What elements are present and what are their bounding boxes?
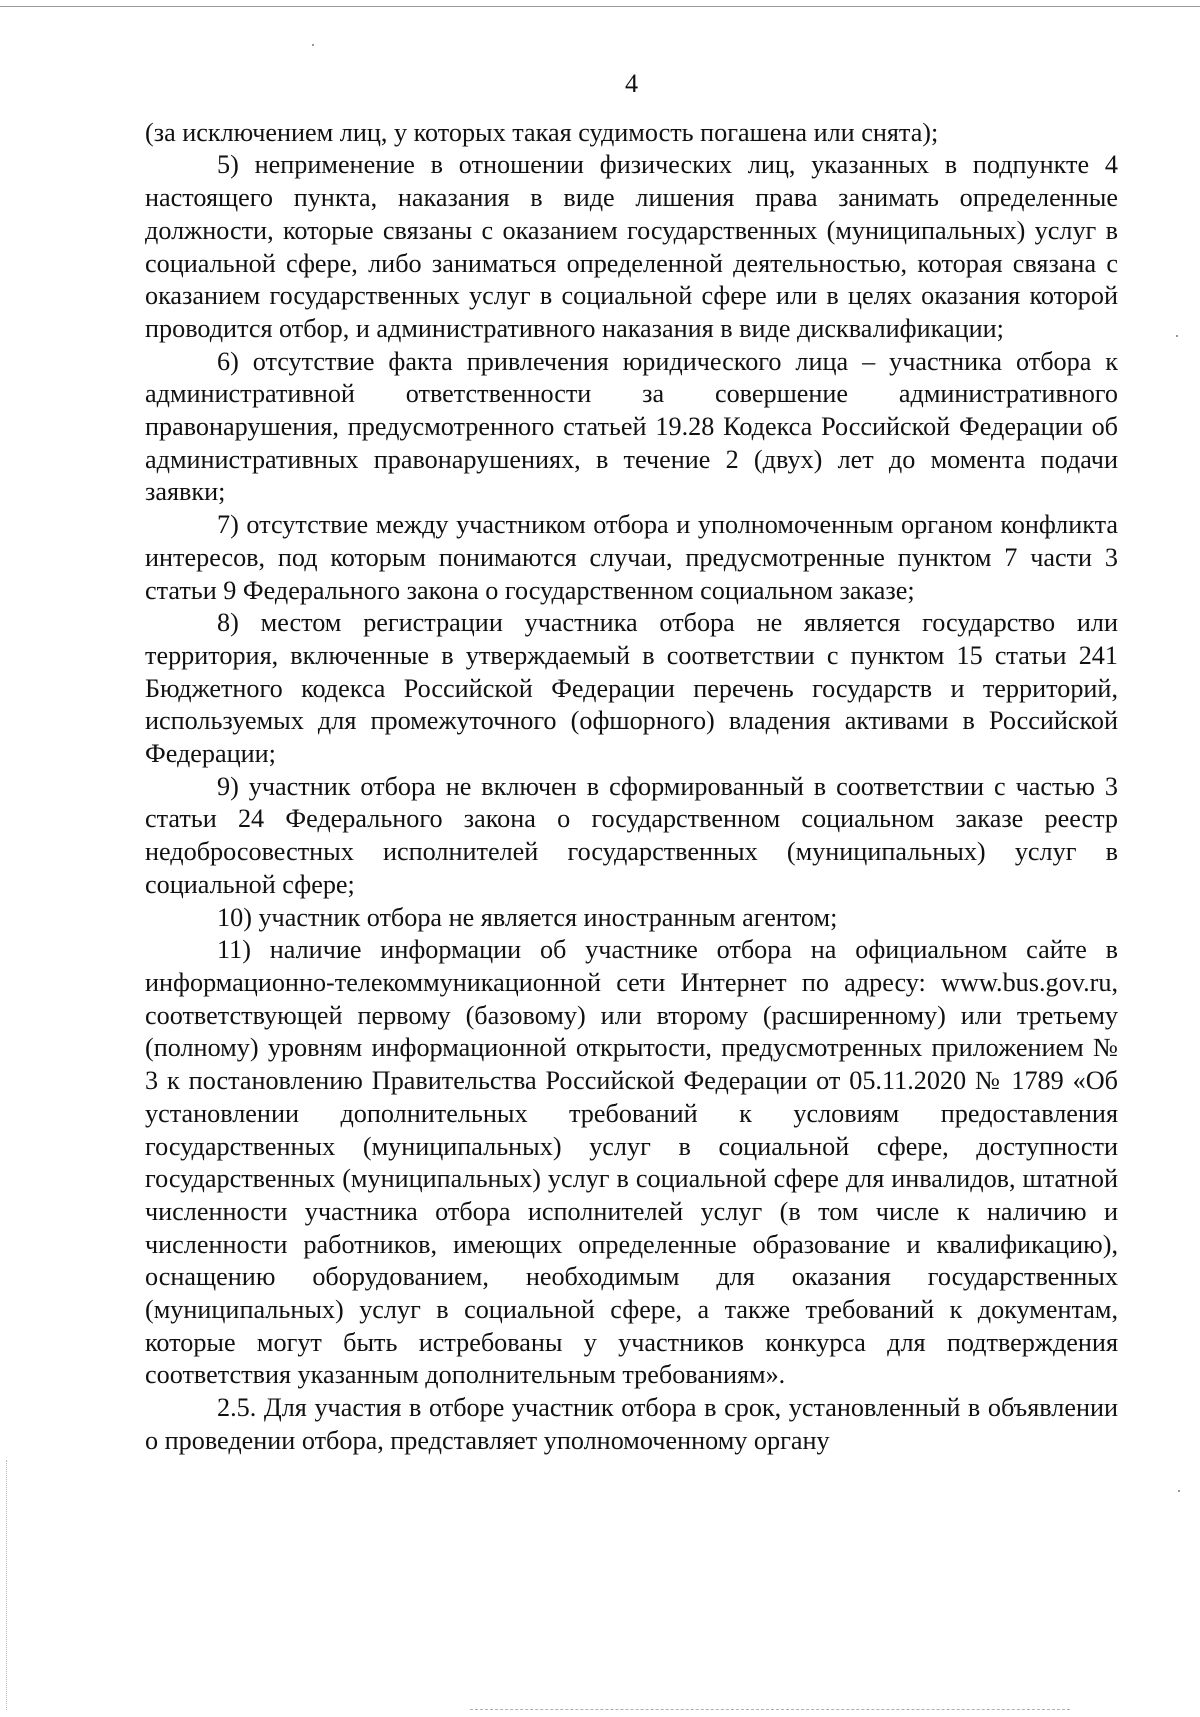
scan-speck (1176, 335, 1178, 337)
document-body (145, 68, 1118, 1458)
paragraph-item-11: 11) наличие информации об участнике отбора на официальном сайте в информационно-телекоммуникационной сети Интернет по адресу: www.bus.gov.ru, соответствующей первому (базовому) или второму (расширенному) или третьему (полному) уровням информационной открытости, предусмотренных приложением № 3 к постановлению Правительства Российской Федерации от 05.11.2020 № 1789 «Об установлении дополнительных требований к условиям предоставления государственных (муниципальных) услуг в социальной сфере, доступности государственных (муниципальных) услуг в социальной сфере для инвалидов, штатной численности участника отбора исполнителей услуг (в том числе к наличию и численности работников, имеющих определенные образование и квалификацию), оснащению оборудованием, необходимым для оказания государственных (муниципальных) услуг в социальной сфере, а также требований к документам, которые могут быть истребованы у участников конкурса для подтверждения соответствия указанным дополнительным требованиям». (145, 935, 1118, 1390)
paragraph-item-5: 5) неприменение в отношении физических лиц, указанных в подпункте 4 настоящего пункта, наказания в виде лишения права занимать определенные должности, которые связаны с оказанием государственных (муниципальных) услуг в социальной сфере, либо заниматься определенной деятельностью, которая связана с оказанием государственных услуг в социальной сфере или в целях оказания которой проводится отбор, и административного наказания в виде дисквалификации; (145, 150, 1118, 343)
scan-bottom-edge (470, 1709, 1070, 1710)
scan-left-edge (6, 1460, 7, 1710)
paragraph-item-9: 9) участник отбора не включен в сформированный в соответствии с частью 3 статьи 24 Федерального закона о государственном социальном заказе реестр недобросовестных исполнителей государственных (муниципальных) услуг в социальной сфере; (145, 771, 1118, 899)
paragraph-item-6: 6) отсутствие факта привлечения юридического лица – участника отбора к административной ответственности за совершение административного правонарушения, предусмотренного статьей 19.28 Кодекса Российской Федерации об административных правонарушениях, в течение 2 (двух) лет до момента подачи заявки; (145, 346, 1118, 507)
paragraph-item-7: 7) отсутствие между участником отбора и уполномоченным органом конфликта интересов, под которым понимаются случаи, предусмотренные пунктом 7 части 3 статьи 9 Федерального закона о государственном социальном заказе; (145, 510, 1118, 605)
paragraph-item-8: 8) местом регистрации участника отбора не является государство или территория, включенные в утверждаемый в соответствии с пунктом 15 статьи 241 Бюджетного кодекса Российской Федерации перечень государств и территорий, используемых для промежуточного (офшорного) владения активами в Российской Федерации; (145, 608, 1118, 769)
page-number: 4 (624, 69, 639, 98)
scan-speck (1178, 1490, 1180, 1492)
paragraph-item-10: 10) участник отбора не является иностранным агентом; (217, 902, 838, 932)
paragraph-section-2-5: 2.5. Для участия в отборе участник отбора в срок, установленный в объявлении о проведении отбора, представляет уполномоченному органу (145, 1393, 1118, 1455)
paragraph-continuation: (за исключением лиц, у которых такая судимость погашена или снята); (145, 117, 939, 147)
scan-speck (312, 44, 314, 46)
scan-top-edge (0, 6, 1200, 7)
